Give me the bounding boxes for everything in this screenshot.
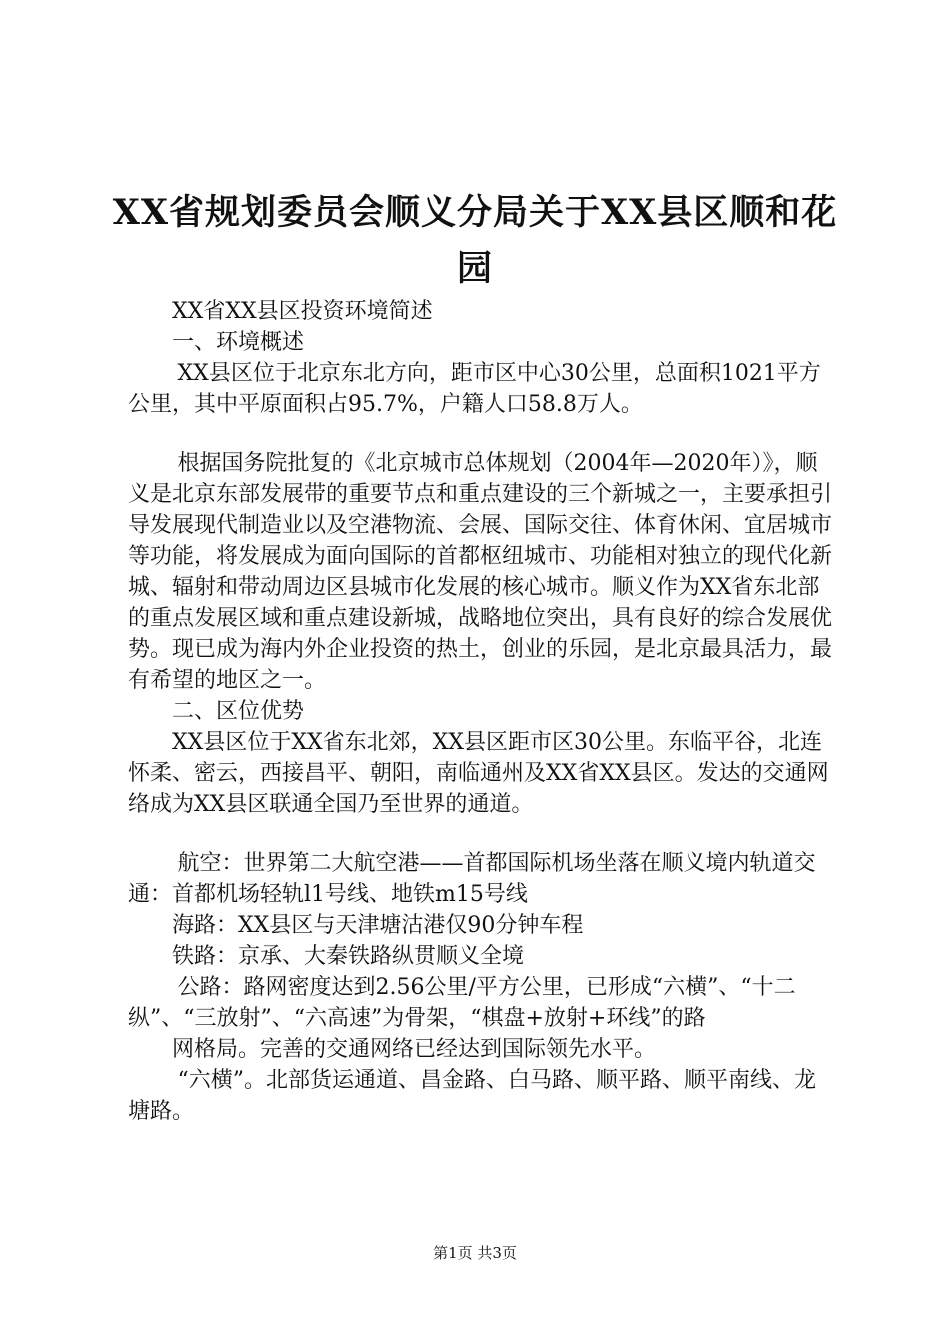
paragraph-highway: 公路：路网密度达到2.56公里/平方公里，已形成“六横”、“十二纵”、“三放射”、“六高速”为骨架，“棋盘+放射+环线”的路	[128, 975, 796, 1031]
paragraph-planning: 根据国务院批复的《北京城市总体规划（2004年—2020年）》，顺义是北京东部发展带的重要节点和重点建设的三个新城之一，主要承担引导发展现代制造业以及空港物流、会展、国际交往、体育休闲、宜居城市等功能，将发展成为面向国际的首都枢纽城市、功能相对独立的现代化新城、辐射和带动周边区县城市化发展的核心城市。顺义作为XX省东北部的重点发展区域和重点建设新城，战略地位突出，具有良好的综合发展优势。现已成为海内外企业投资的热土，创业的乐园，是北京最具活力，最有希望的地区之一。	[128, 451, 833, 693]
paragraph-location: XX县区位于XX省东北郊，XX县区距市区30公里。东临平谷，北连怀柔、密云，西接昌平、朝阳，南临通州及XX省XX县区。发达的交通网络成为XX县区联通全国乃至世界的通道。	[128, 730, 829, 817]
page-footer: 第1页 共3页	[433, 1244, 517, 1262]
document-body	[128, 296, 836, 1127]
paragraph-aviation: 航空：世界第二大航空港——首都国际机场坐落在顺义境内轨道交通：首都机场轻轨l1号线、地铁m15号线	[128, 851, 816, 907]
section-heading-2: 二、区位优势	[172, 699, 305, 724]
paragraph-overview: XX县区位于北京东北方向，距市区中心30公里，总面积1021平方公里，其中平原面积占95.7%，户籍人口58.8万人。	[128, 361, 821, 417]
paragraph-six-horizontal: “六横”。北部货运通道、昌金路、白马路、顺平路、顺平南线、龙塘路。	[128, 1068, 816, 1124]
paragraph-railway: 铁路：京承、大秦铁路纵贯顺义全境	[172, 944, 525, 969]
document-title: XX省规划委员会顺义分局关于XX县区顺和花园	[112, 192, 838, 289]
section-heading-1: 一、环境概述	[172, 330, 305, 355]
paragraph-subtitle: XX省XX县区投资环境简述	[172, 299, 433, 324]
paragraph-network: 网格局。完善的交通网络已经达到国际领先水平。	[172, 1037, 657, 1062]
paragraph-sea: 海路：XX县区与天津塘沽港仅90分钟车程	[172, 913, 584, 938]
